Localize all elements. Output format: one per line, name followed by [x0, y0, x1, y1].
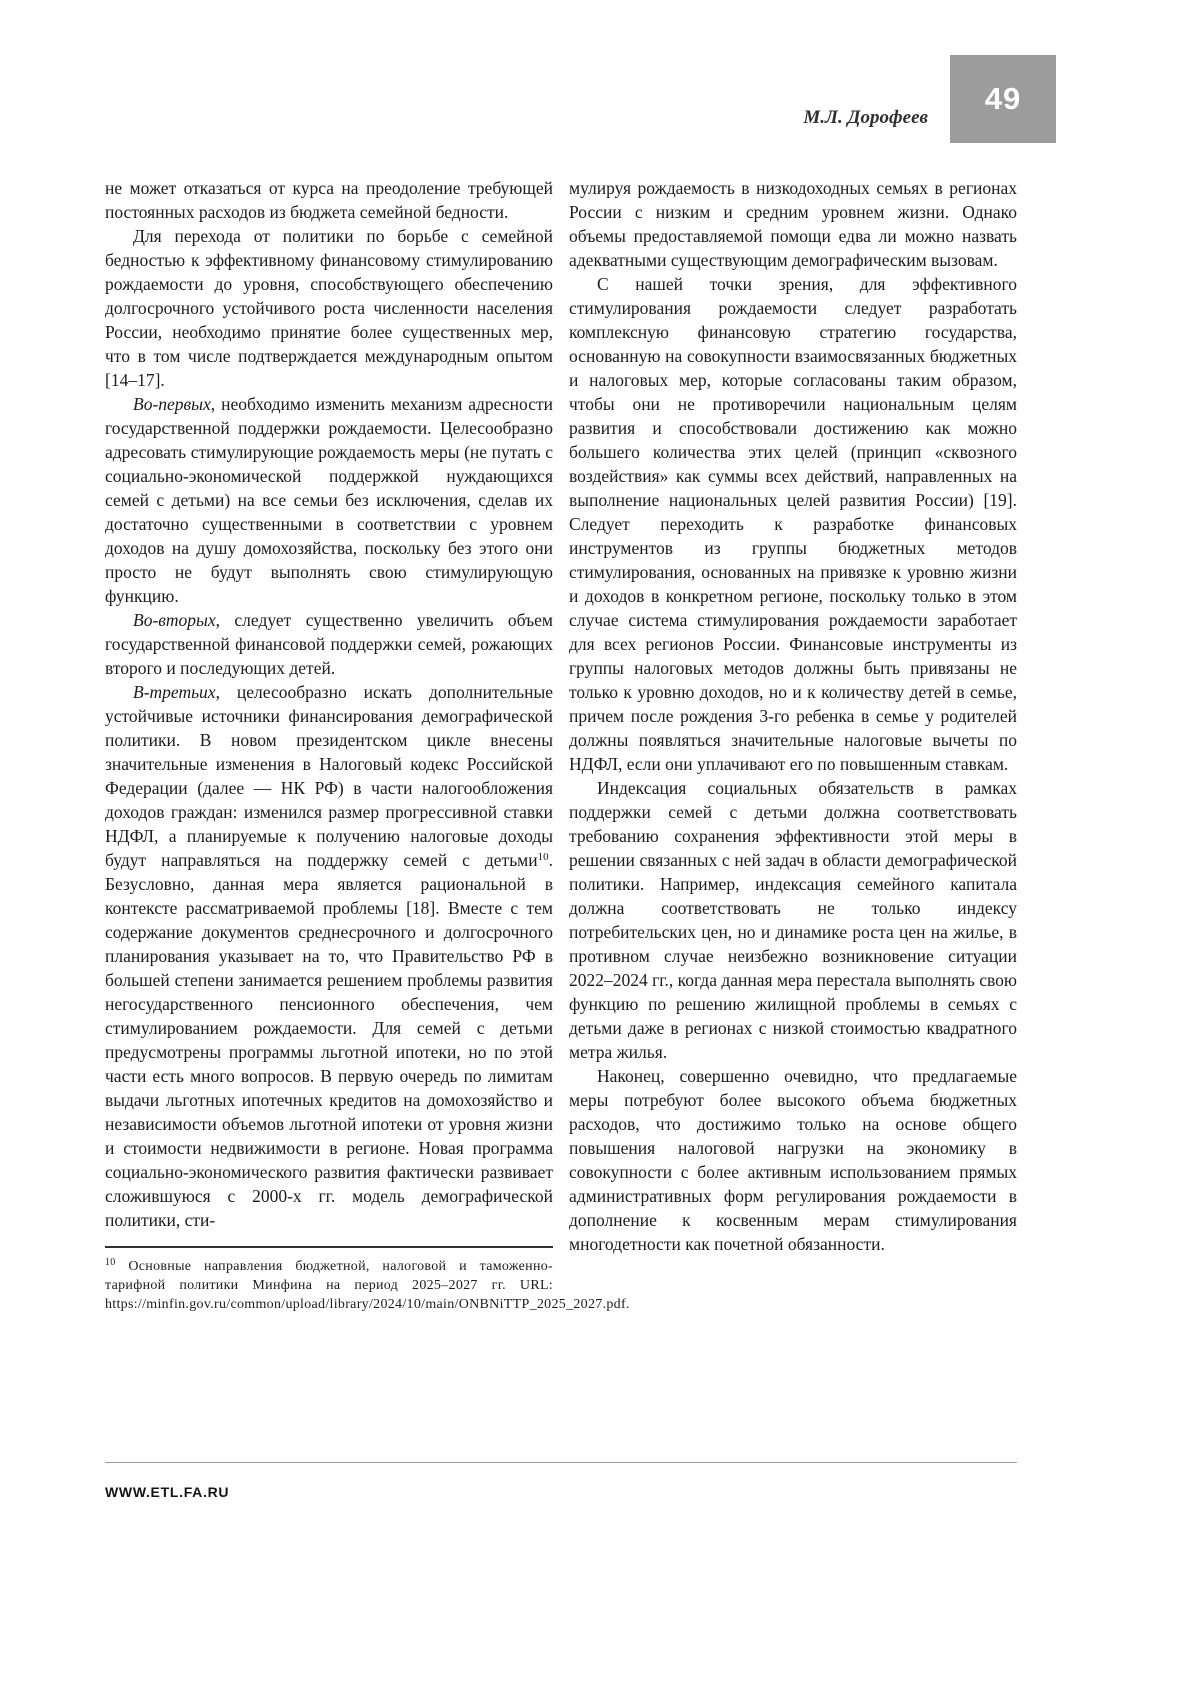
footnote-separator: [105, 1246, 553, 1248]
page-number-box: [950, 55, 1056, 143]
footnote-marker: 10: [105, 1257, 116, 1268]
paragraph: Наконец, совершенно очевидно, что предлагаемые меры потребуют более высокого объема бюджетных расходов, что достижимо только на основе общего повышения налоговой нагрузки на экономику в совокупности с более активным использованием прямых административных форм регулирования рождаемости в дополнение к косвенным мерам стимулирования многодетности как почетной обязанности.: [569, 1066, 1017, 1254]
paragraph: Для перехода от политики по борьбе с семейной бедностью к эффективному финансовому стимулированию рождаемости до уровня, способствующего обеспечению долгосрочного устойчивого роста численности населения России, необходимо принятие более существенных мер, что в том числе подтверждается международным опытом [14–17].: [105, 226, 553, 390]
footnote-text: Основные направления бюджетной, налоговой и таможенно-тарифной политики Минфина на период 2025–2027 гг. URL: https://minfin.gov.ru/common/upload/library/2024/10/main/ONBNiTTP_2025_2027.pdf.: [105, 1259, 630, 1312]
paragraph: [105, 680, 553, 1232]
paragraph: мулируя рождаемость в низкодоходных семьях в регионах России с низким и средним уровнем жизни. Однако объемы предоставляемой помощи едва ли можно назвать адекватными существующим демографическим вызовам.: [569, 178, 1017, 270]
paragraph-lead: Во-первых: [133, 394, 211, 414]
paragraph-text: , следует существенно увеличить объем государственной финансовой поддержки семей, рожающих второго и последующих детей.: [105, 610, 553, 678]
left-column: [105, 176, 630, 1314]
paragraph: Индексация социальных обязательств в рамках поддержки семей с детьми должна соответствовать требованию сохранения эффективности этой меры в решении связанных с ней задач в области демографической политики. Например, индексация семейного капитала должна соответствовать не только индексу потребительских цен, но и динамике роста цен на жилье, в противном случае неизбежно возникновение ситуации 2022–2024 гг., когда данная мера перестала выполнять свою функцию по решению жилищной проблемы в семьях с детьми даже в регионах с низкой стоимостью квадратного метра жилья.: [569, 778, 1017, 1062]
paragraph: [105, 392, 553, 608]
paragraph-text: , необходимо изменить механизм адресности государственной поддержки рождаемости. Целесообразно адресовать стимулирующие рождаемость меры (не путать с социально-экономической поддержкой нуждающихся семей с детьми) на все семьи без исключения, сделав их достаточно существенными в соответствии с уровнем доходов на душу домохозяйства, поскольку без этого они просто не будут выполнять свою стимулирующую функцию.: [105, 394, 553, 606]
paragraph-lead: В-третьих: [133, 682, 216, 702]
page-footer: [105, 1462, 1017, 1500]
paragraph: С нашей точки зрения, для эффективного стимулирования рождаемости следует разработать комплексную финансовую стратегию государства, основанную на совокупности взаимосвязанных бюджетных и налоговых мер, которые согласованы таким образом, чтобы они не противоречили национальным целям развития и способствовали достижению как можно большего количества этих целей (принцип «сквозного воздействия» как суммы всех действий, направленных на выполнение национальных целей развития России) [19]. Следует переходить к разработке финансовых инструментов из группы бюджетных методов стимулирования, основанных на привязке к уровню жизни и доходов в конкретном регионе, поскольку только в этом случае система стимулирования рождаемости заработает для всех регионов России. Финансовые инструменты из группы налоговых методов должны быть привязаны не только к уровню доходов, но и к количеству детей в семье, причем после рождения 3-го ребенка в семье у родителей должны появляться значительные налоговые вычеты по НДФЛ, если они уплачивают его по повышенным ставкам.: [569, 274, 1017, 774]
footnote-reference: 10: [537, 851, 549, 863]
page-number: 49: [984, 81, 1022, 116]
paragraph: не может отказаться от курса на преодоление требующей постоянных расходов из бюджета семейной бедности.: [105, 178, 553, 222]
footnote: [105, 1257, 630, 1314]
paragraph-lead: Во-вторых: [133, 610, 216, 630]
paragraph-text: . Безусловно, данная мера является рациональной в контексте рассматриваемой проблемы [18]. Вместе с тем содержание документов среднесрочного и долгосрочного планирования указывает на то, что Правительство РФ в большей степени занимается решением проблемы развития негосударственного пенсионного обеспечения, чем стимулированием рождаемости. Для семей с детьми предусмотрены программы льготной ипотеки, но по этой части есть много вопросов. В первую очередь по лимитам выдачи льготных ипотечных кредитов на домохозяйство и независимости объемов льготной ипотеки от уровня жизни и стоимости недвижимости в регионе. Новая программа социально-экономического развития фактически развивает сложившуюся с 2000-х гг. модель демографической политики, сти-: [105, 850, 553, 1230]
right-column: [569, 176, 1017, 1314]
article-body: [105, 176, 1017, 1314]
journal-url: WWW.ETL.FA.RU: [105, 1484, 230, 1500]
author-name: М.Л. Дорофеев: [803, 107, 928, 128]
paragraph-text: , целесообразно искать дополнительные устойчивые источники финансирования демографической политики. В новом президентском цикле внесены значительные изменения в Налоговый кодекс Российской Федерации (далее — НК РФ) в части налогообложения доходов граждан: изменился размер прогрессивной ставки НДФЛ, а планируемые к получению налоговые доходы будут направляться на поддержку семей с детьми: [105, 682, 553, 870]
paragraph: [105, 608, 553, 680]
page-header: [105, 55, 1056, 143]
